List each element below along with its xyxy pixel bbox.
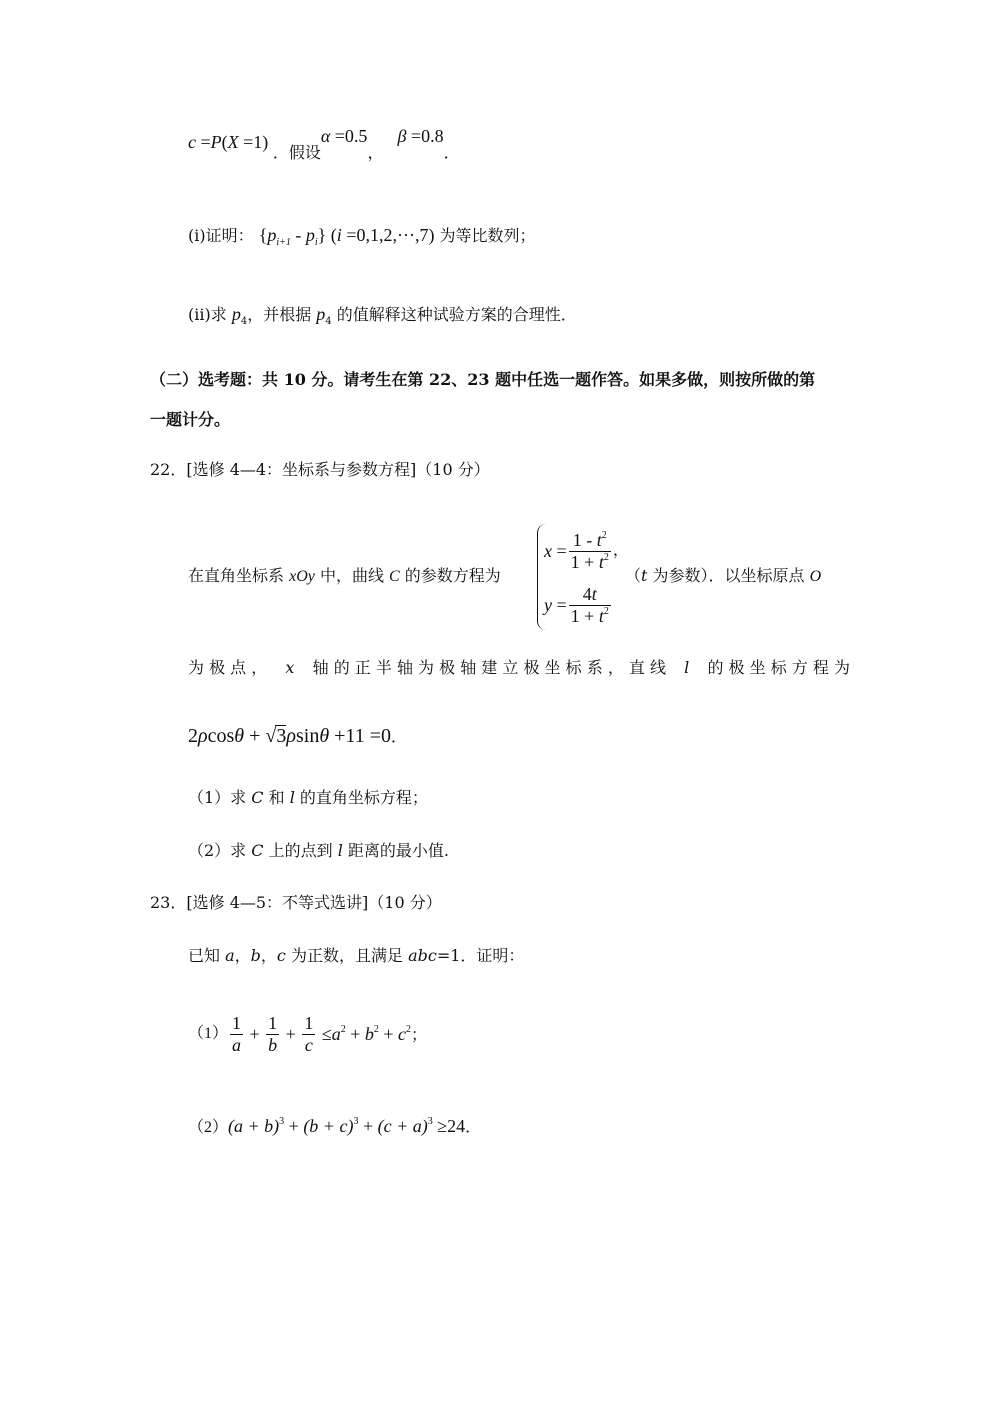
var-beta: β (397, 126, 407, 146)
param-eq-x (544, 530, 629, 572)
problem21-condition-line (188, 126, 460, 162)
q22-polar-intro (188, 660, 850, 676)
var-c: c (188, 132, 196, 152)
fraction-denominator (569, 606, 611, 627)
exponent-2: 2 (603, 605, 609, 617)
var-t: t (596, 530, 602, 550)
var-c: c (398, 1023, 407, 1044)
var-xOy: xOy (289, 568, 315, 585)
comma: ， (612, 542, 629, 560)
plus: + (244, 725, 266, 747)
exponent-3: 3 (279, 1116, 285, 1127)
var-O: O (809, 568, 822, 585)
var-l: l (289, 788, 295, 807)
func-sin: sin (295, 725, 320, 747)
q22-intro (188, 568, 501, 585)
period: ． (443, 145, 460, 162)
var-X: X (227, 132, 239, 152)
q23-sub1 (188, 1013, 427, 1055)
paren-open: （ (625, 566, 642, 585)
q22-intro-text-b: 中，曲线 (314, 566, 390, 585)
var-abc: abc (408, 946, 437, 965)
leq: ≤ (317, 1023, 332, 1044)
equals: = (552, 541, 567, 562)
numerator: 1 (232, 1013, 242, 1033)
q23-sub2 (188, 1117, 481, 1136)
fraction-1-over-c (302, 1013, 315, 1055)
den-text: 1 + (570, 551, 599, 572)
sub2-text-a: （2）求 (188, 841, 252, 860)
var-C: C (389, 568, 400, 585)
var-rho: ρ (286, 725, 296, 747)
sub2-text-c: 距离的最小值. (342, 841, 450, 860)
plus: + (284, 1116, 304, 1136)
problem21-part-ii (188, 305, 577, 327)
exponent-2: 2 (406, 1023, 412, 1035)
var-b: b (364, 1023, 374, 1044)
fraction-1-over-a (230, 1013, 243, 1055)
paren: ( (221, 132, 228, 152)
exponent-2: 2 (373, 1023, 379, 1035)
polar-equation (188, 725, 407, 746)
equation-tail: +11 =0 (329, 725, 391, 747)
minus: - (290, 225, 306, 245)
period: ． (465, 1119, 482, 1136)
equals-one: =1) (238, 132, 269, 152)
plus: + (345, 1023, 365, 1044)
intro-text-a: 已知 (188, 946, 226, 965)
sub1-text-a: （1）求 (188, 788, 252, 807)
var-p: p (316, 304, 326, 324)
param-eq-y (544, 584, 613, 626)
text-a: 为 极 点 ， (188, 658, 268, 677)
fraction-numerator (569, 584, 611, 606)
plus: + (378, 1023, 399, 1044)
var-l: l (684, 658, 690, 677)
sub2-label: （2） (188, 1119, 229, 1136)
paren: ( (326, 225, 337, 245)
var-C: C (251, 788, 264, 807)
denominator: c (304, 1034, 313, 1055)
plus: + (358, 1116, 378, 1136)
comma: ， (367, 145, 384, 162)
var-p: p (305, 225, 315, 245)
sub1-text-c: 的直角坐标方程； (294, 788, 428, 807)
coef-2: 2 (188, 725, 198, 747)
func-cos: cos (207, 725, 235, 747)
sqrt-3: 3 (276, 725, 287, 747)
var-a: a (225, 946, 235, 965)
q22-intro-text-a: 在直角坐标系 (188, 566, 290, 585)
den-text: 1 + (570, 605, 599, 626)
geq-24: ≥24 (432, 1116, 466, 1136)
var-theta: θ (319, 725, 330, 747)
var-C: C (251, 841, 264, 860)
section2-heading-line2: 一题计分。 (150, 410, 231, 429)
comma: ， (260, 946, 277, 965)
var-p: p (231, 304, 241, 324)
var-i: i (336, 225, 342, 245)
comma: ， (234, 946, 251, 965)
assume-text: ．假设 (272, 145, 321, 162)
alpha-value: =0.5 (330, 126, 368, 146)
plus: + (281, 1024, 301, 1045)
var-rho: ρ (198, 725, 208, 747)
exponent-3: 3 (427, 1116, 433, 1127)
var-P: P (210, 132, 222, 152)
exponent-2: 2 (340, 1023, 346, 1035)
numerator: 1 (268, 1013, 278, 1033)
q22-sub1 (188, 790, 428, 806)
var-c: c (276, 946, 286, 965)
part-ii-text2: 的值解释这种试验方案的合理性． (331, 305, 577, 324)
var-x: x (285, 658, 295, 677)
part-i-text: 为等比数列； (434, 226, 536, 245)
num-4: 4 (582, 584, 592, 604)
fraction-y (569, 584, 611, 626)
q23-title: 23．[选修 4—5：不等式选讲]（10 分） (150, 893, 442, 912)
fraction-denominator (569, 552, 611, 573)
term-c-plus-a: (c + a) (377, 1116, 428, 1136)
part-ii-label: (ii)求 (188, 305, 232, 324)
plus: + (245, 1024, 265, 1045)
q22-title: 22．[选修 4—4：坐标系与参数方程]（10 分） (150, 460, 490, 479)
problem21-part-i (188, 226, 536, 248)
var-t: t (598, 551, 604, 572)
subscript-4: 4 (240, 316, 248, 327)
num-text: 1 - (572, 530, 597, 550)
part-i-label: (i)证明： (188, 226, 254, 245)
index-range: =0,1,2,···,7) (341, 225, 435, 245)
var-t: t (641, 566, 648, 585)
var-t: t (591, 584, 597, 604)
denominator: a (232, 1034, 242, 1055)
intro-text-b: 为正数，且满足 (285, 946, 409, 965)
var-theta: θ (234, 725, 245, 747)
var-p: p (267, 225, 277, 245)
param-note-text: 为参数）．以坐标原点 (647, 566, 810, 585)
q22-intro-text-c: 的参数方程为 (399, 566, 501, 585)
brace-open: { (258, 225, 268, 245)
fraction-x (569, 530, 611, 572)
part-ii-text1: ，并根据 (247, 305, 317, 324)
term-a-plus-b: (a + b) (228, 1116, 280, 1136)
param-note (625, 568, 821, 585)
sequence-expression (258, 225, 435, 248)
beta-value: =0.8 (406, 126, 444, 146)
text-b: 轴 的 正 半 轴 为 极 轴 建 立 极 坐 标 系 ， 直 线 (312, 658, 666, 677)
var-b: b (250, 946, 261, 965)
section2-heading-line1: （二）选考题：共 10 分。请考生在第 22、23 题中任选一题作答。如果多做，则按所做的第 (150, 370, 816, 389)
rhs (317, 1024, 427, 1044)
var-y: y (544, 595, 552, 616)
var-x: x (544, 541, 552, 562)
q23-intro (188, 948, 524, 964)
intro-text-c: =1．证明： (436, 946, 525, 965)
semicolon: ； (411, 1026, 428, 1044)
equals: = (196, 132, 211, 152)
exponent-2: 2 (601, 530, 607, 541)
var-l: l (337, 841, 343, 860)
subscript-i-plus-1: i+1 (276, 237, 291, 248)
brace-close: } (317, 225, 327, 245)
denominator: b (268, 1034, 278, 1055)
var-a: a (331, 1023, 341, 1044)
var-alpha: α (320, 126, 331, 146)
numerator: 1 (304, 1013, 314, 1033)
sqrt-sign: √ (265, 725, 277, 747)
fraction-numerator (569, 530, 611, 552)
equals: = (552, 595, 567, 616)
term-b-plus-c: (b + c) (303, 1116, 354, 1136)
sub2-text-b: 上的点到 (263, 841, 338, 860)
subscript-4: 4 (325, 316, 332, 327)
sub1-text-b: 和 (263, 788, 290, 807)
text-c: 的 极 坐 标 方 程 为 (707, 658, 850, 677)
q22-sub2 (188, 843, 449, 859)
exponent-3: 3 (353, 1116, 359, 1127)
fraction-1-over-b (266, 1013, 279, 1055)
period: ． (390, 729, 407, 746)
sub1-label: （1） (188, 1025, 229, 1043)
var-t: t (598, 605, 604, 626)
subscript-i: i (314, 237, 318, 248)
exponent-2: 2 (603, 551, 609, 563)
